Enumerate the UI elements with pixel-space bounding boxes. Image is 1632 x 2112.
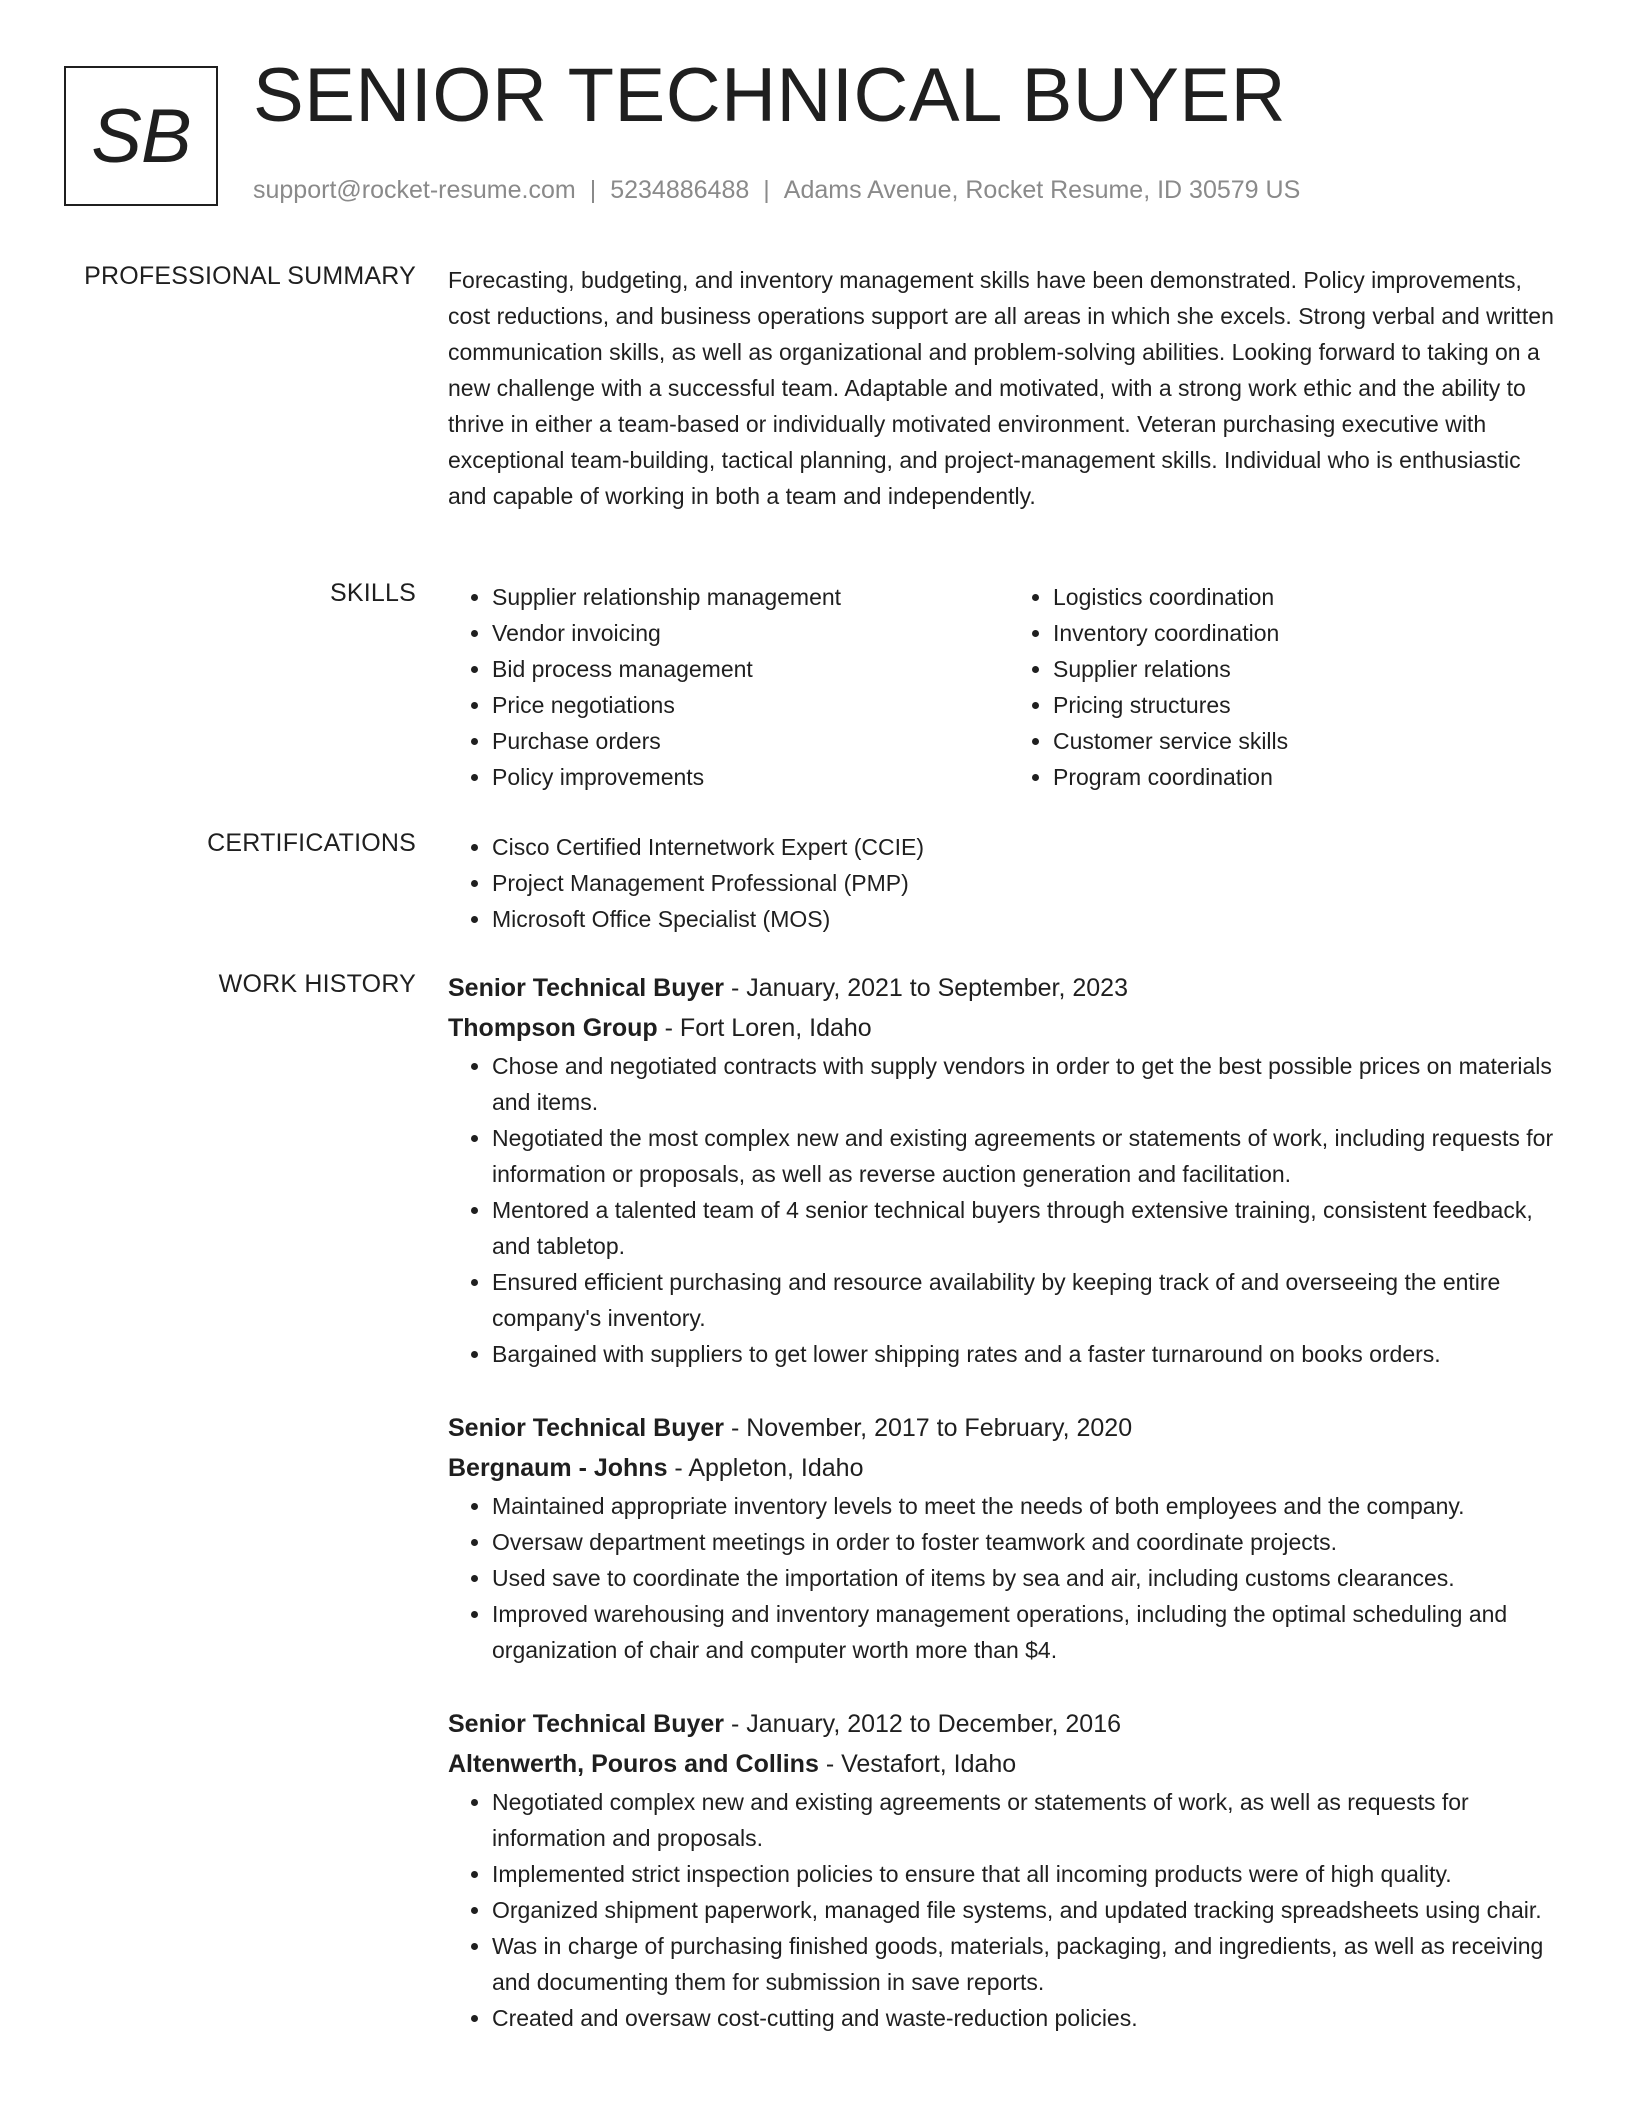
job-role: Senior Technical Buyer: [448, 1710, 725, 1738]
skills-body: [448, 579, 1570, 795]
contact-email: support@rocket-resume.com: [253, 176, 576, 204]
skill-item: • Supplier relationship management: [492, 579, 1009, 615]
section-title-work-history: WORK HISTORY: [218, 970, 416, 998]
job-role-line: [448, 1704, 1570, 1744]
job-bullet: • Used save to coordinate the importation of items by sea and air, including customs clearances.: [492, 1560, 1570, 1596]
contact-phone: 5234886488: [610, 176, 750, 204]
job-role-line: [448, 1408, 1570, 1448]
job-bullet: • Negotiated complex new and existing agreements or statements of work, as well as requests for information and proposals.: [492, 1784, 1570, 1856]
certification-item: • Cisco Certified Internetwork Expert (CCIE): [492, 829, 1570, 865]
job-bullet: • Created and oversaw cost-cutting and waste-reduction policies.: [492, 2000, 1570, 2036]
section-title-summary: PROFESSIONAL SUMMARY: [84, 262, 416, 290]
skill-item: • Policy improvements: [492, 759, 1009, 795]
contact-separator: |: [763, 176, 770, 204]
section-title-certifications: CERTIFICATIONS: [207, 829, 416, 857]
job-company: Bergnaum - Johns: [448, 1454, 668, 1482]
skill-item: • Purchase orders: [492, 723, 1009, 759]
resume-title: SENIOR TECHNICAL BUYER: [253, 53, 1286, 138]
certifications-list: [448, 829, 1570, 937]
job-entry: [448, 1408, 1570, 1668]
job-entry: [448, 968, 1570, 1372]
certification-item: • Project Management Professional (PMP): [492, 865, 1570, 901]
certifications-body: [448, 829, 1570, 937]
skill-item: • Supplier relations: [1053, 651, 1570, 687]
contact-line: [253, 176, 1300, 205]
skills-list-right: [1009, 579, 1570, 795]
job-bullet: • Mentored a talented team of 4 senior technical buyers through extensive training, consistent feedback, and tabletop.: [492, 1192, 1570, 1264]
job-role: Senior Technical Buyer: [448, 1414, 725, 1442]
skill-item: • Pricing structures: [1053, 687, 1570, 723]
job-company: Thompson Group: [448, 1014, 658, 1042]
skill-item: • Bid process management: [492, 651, 1009, 687]
job-bullet: • Ensured efficient purchasing and resource availability by keeping track of and overseeing the entire company's inventory.: [492, 1264, 1570, 1336]
skill-item: • Logistics coordination: [1053, 579, 1570, 615]
job-bullets: [448, 1488, 1570, 1668]
job-bullet: • Organized shipment paperwork, managed file systems, and updated tracking spreadsheets using chair.: [492, 1892, 1570, 1928]
job-bullet: • Oversaw department meetings in order to foster teamwork and coordinate projects.: [492, 1524, 1570, 1560]
skills-list-left: [448, 579, 1009, 795]
job-entry: [448, 1704, 1570, 2036]
job-dates: - January, 2021 to September, 2023: [724, 974, 1128, 1002]
job-bullet: • Implemented strict inspection policies to ensure that all incoming products were of high quality.: [492, 1856, 1570, 1892]
summary-text: Forecasting, budgeting, and inventory management skills have been demonstrated. Policy improvements, cost reductions, and business operations support are all areas in which she excels. Strong verbal and written communication skills, as well as organizational and problem-solving abilities. Looking forward to taking on a new challenge with a successful team. Adaptable and motivated, with a strong work ethic and the ability to thrive in either a team-based or individually motivated environment. Veteran purchasing executive with exceptional team-building, tactical planning, and project-management skills. Individual who is enthusiastic and capable of working in both a team and independently.: [448, 267, 1554, 509]
job-company: Altenwerth, Pouros and Collins: [448, 1750, 819, 1778]
job-location: - Vestafort, Idaho: [818, 1750, 1017, 1778]
contact-separator: |: [589, 176, 597, 204]
work-history-body: [448, 968, 1570, 2072]
job-bullets: [448, 1784, 1570, 2036]
skill-item: • Program coordination: [1053, 759, 1570, 795]
job-role: Senior Technical Buyer: [448, 974, 725, 1002]
job-bullet: • Negotiated the most complex new and existing agreements or statements of work, including requests for information or proposals, as well as reverse auction generation and facilitation.: [492, 1120, 1570, 1192]
job-bullets: [448, 1048, 1570, 1372]
job-company-line: [448, 1744, 1570, 1784]
job-bullet: • Improved warehousing and inventory management operations, including the optimal scheduling and organization of chair and computer worth more than $4.: [492, 1596, 1570, 1668]
job-bullet: • Was in charge of purchasing finished goods, materials, packaging, and ingredients, as well as receiving and documenting them for submission in save reports.: [492, 1928, 1570, 2000]
skill-item: • Vendor invoicing: [492, 615, 1009, 651]
monogram-initials: SB: [91, 93, 191, 179]
job-role-line: [448, 968, 1570, 1008]
monogram-box: [64, 66, 218, 206]
skill-item: • Customer service skills: [1053, 723, 1570, 759]
job-bullet: • Chose and negotiated contracts with supply vendors in order to get the best possible prices on materials and items.: [492, 1048, 1570, 1120]
summary-body: [448, 262, 1558, 514]
skill-item: • Price negotiations: [492, 687, 1009, 723]
job-bullet: • Bargained with suppliers to get lower shipping rates and a faster turnaround on books orders.: [492, 1336, 1570, 1372]
job-bullet: • Maintained appropriate inventory levels to meet the needs of both employees and the company.: [492, 1488, 1570, 1524]
contact-address: Adams Avenue, Rocket Resume, ID 30579 US: [783, 176, 1301, 204]
job-dates: - November, 2017 to February, 2020: [724, 1414, 1133, 1442]
job-location: - Appleton, Idaho: [667, 1454, 864, 1482]
job-company-line: [448, 1448, 1570, 1488]
certification-item: • Microsoft Office Specialist (MOS): [492, 901, 1570, 937]
section-title-skills: SKILLS: [330, 579, 416, 607]
job-company-line: [448, 1008, 1570, 1048]
job-location: - Fort Loren, Idaho: [657, 1014, 872, 1042]
skill-item: • Inventory coordination: [1053, 615, 1570, 651]
job-dates: - January, 2012 to December, 2016: [724, 1710, 1122, 1738]
skills-columns: [448, 579, 1570, 795]
